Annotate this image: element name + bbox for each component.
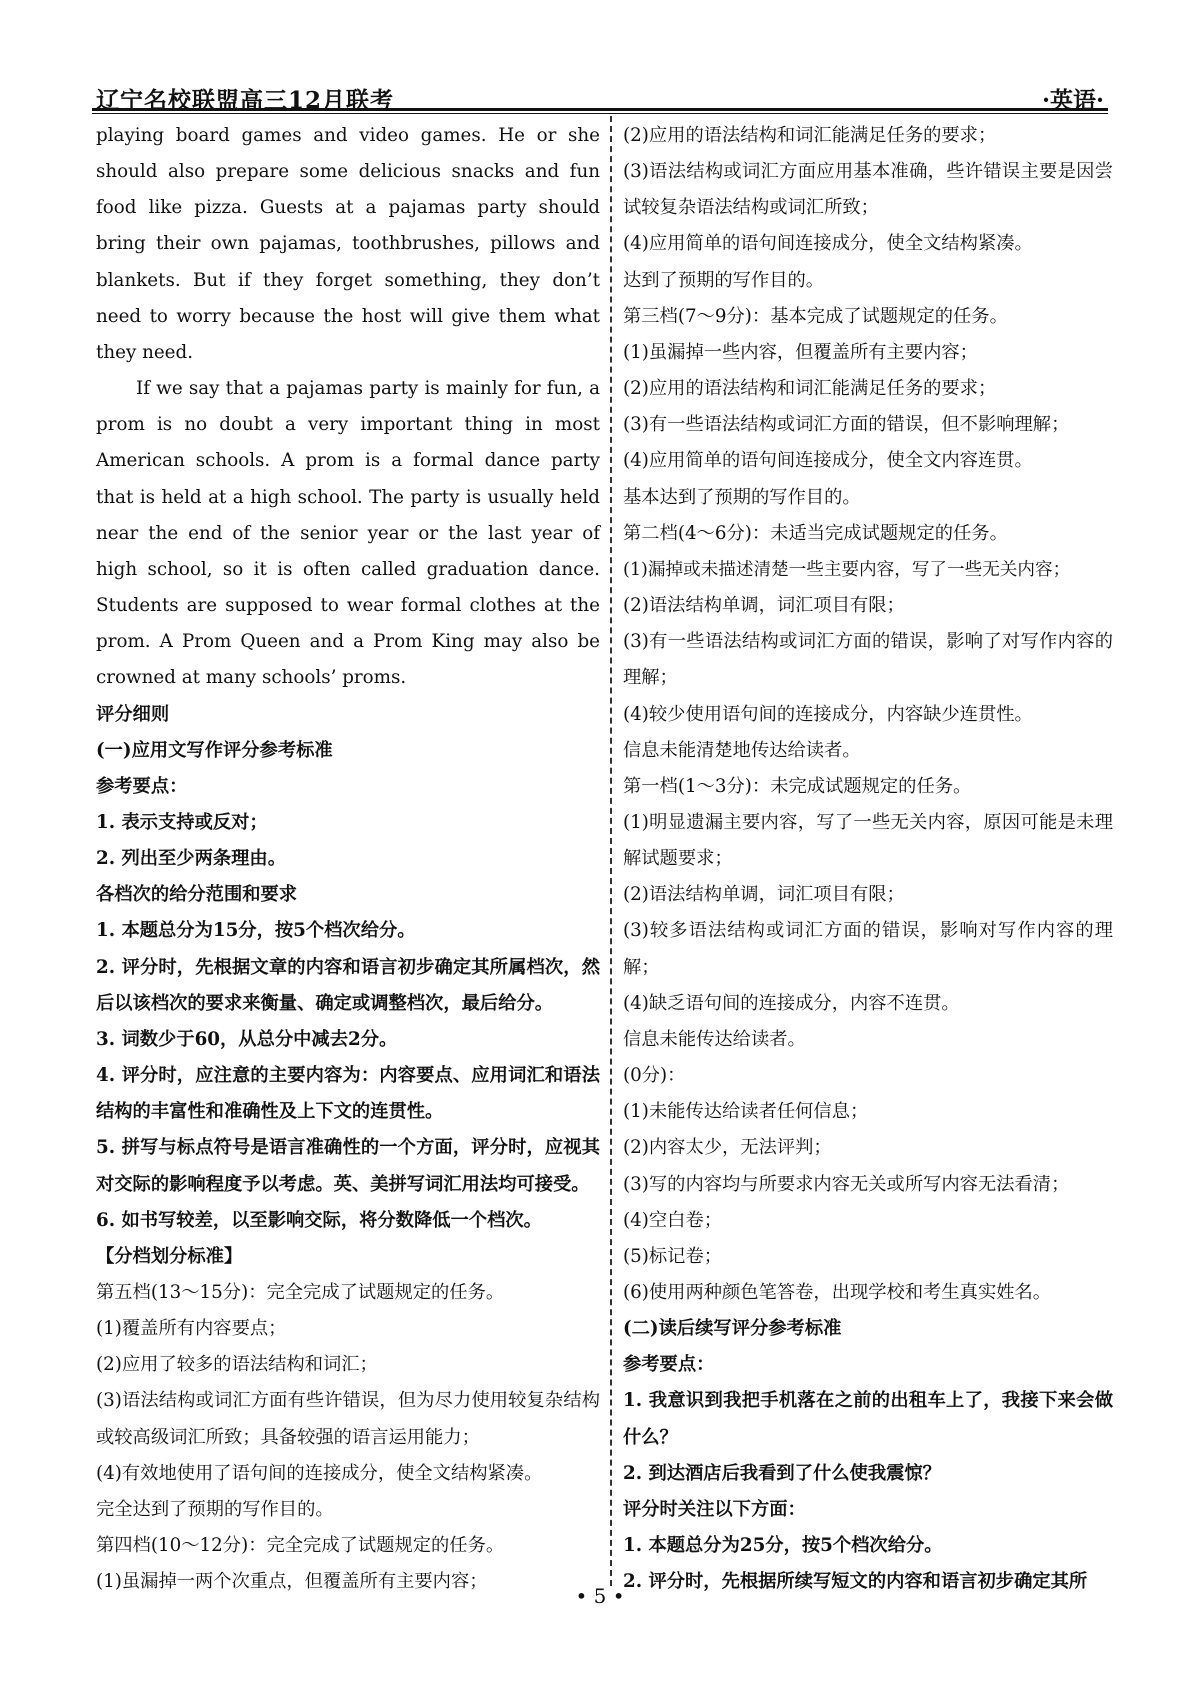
text-paragraph: (3)较多语法结构或词汇方面的错误，影响对写作内容的理解； [623, 920, 1113, 978]
text-line: 各档次的给分范围和要求 [96, 884, 298, 906]
text-line: (3)写的内容均与所要求内容无关或所写内容无法看清； [623, 1173, 1070, 1195]
text-line: 第四档(10～12分)：完全完成了试题规定的任务。 [96, 1535, 505, 1557]
header-rule-thin [92, 113, 1108, 114]
text-line: 2. 列出至少两条理由。 [96, 848, 286, 870]
text-line: 1. 本题总分为15分，按5个档次给分。 [96, 920, 416, 942]
text-line: (2)应用的语法结构和词汇能满足任务的要求； [623, 125, 997, 146]
header-rule-thick [92, 108, 1108, 111]
subsection-heading: (一)应用文写作评分参考标准 [96, 739, 333, 761]
text-line: (4)有效地使用了语句间的连接成分，使全文结构紧凑。 [96, 1462, 543, 1484]
text-paragraph: 1. 我意识到我把手机落在之前的出租车上了，我接下来会做什么？ [623, 1390, 1113, 1448]
right-column [623, 118, 1113, 1600]
text-line: (4)应用简单的语句间连接成分，使全文内容连贯。 [623, 450, 1033, 472]
text-line: 基本达到了预期的写作目的。 [623, 486, 861, 508]
text-line: (5)标记卷； [623, 1245, 723, 1267]
text-paragraph: 4. 评分时，应注意的主要内容为：内容要点、应用词汇和语法结构的丰富性和准确性及上下文的连贯性。 [96, 1065, 600, 1123]
text-line: 参考要点： [623, 1354, 715, 1376]
page-number: • 5 • [575, 1584, 625, 1608]
text-line: 第一档(1～3分)：未完成试题规定的任务。 [623, 775, 972, 797]
text-paragraph: 2. 评分时，先根据文章的内容和语言初步确定其所属档次，然后以该档次的要求来衡量、确定或调整档次，最后给分。 [96, 956, 600, 1014]
text-line: 1. 表示支持或反对； [96, 811, 268, 833]
section-heading: 评分细则 [96, 703, 170, 725]
column-divider [610, 116, 612, 1586]
header-title: 辽宁名校联盟高三12月联考 [96, 87, 395, 114]
header-subject: ·英语· [1041, 87, 1104, 114]
text-line: (2)语法结构单调，词汇项目有限； [623, 595, 905, 617]
text-line: 2. 到达酒店后我看到了什么使我震惊？ [623, 1462, 941, 1484]
text-line: (2)应用了较多的语法结构和词汇； [96, 1354, 378, 1376]
text-line: 评分时关注以下方面： [623, 1498, 806, 1520]
text-line: 完全达到了预期的写作目的。 [96, 1498, 334, 1520]
left-column [96, 118, 600, 1600]
text-line: (1)虽漏掉一些内容，但覆盖所有主要内容； [623, 341, 978, 363]
text-line: (1)漏掉或未描述清楚一些主要内容，写了一些无关内容； [623, 559, 1071, 580]
text-line: (2)内容太少，无法评判； [623, 1137, 832, 1159]
text-line: (3)有一些语法结构或词汇方面的错误，但不影响理解； [623, 414, 1070, 436]
text-line: 第五档(13～15分)：完全完成了试题规定的任务。 [96, 1282, 505, 1303]
text-paragraph: (3)语法结构或词汇方面有些许错误，但为尽力使用较复杂结构或较高级词汇所致；具备较强的语言运用能力； [96, 1390, 600, 1448]
text-paragraph: (3)语法结构或词汇方面应用基本准确，些许错误主要是因尝试较复杂语法结构或词汇所致； [623, 161, 1113, 219]
text-line: 3. 词数少于60，从总分中减去2分。 [96, 1028, 398, 1050]
text-line: (2)应用的语法结构和词汇能满足任务的要求； [623, 378, 997, 400]
text-line: (1)未能传达给读者任何信息； [623, 1101, 869, 1123]
text-line: (2)语法结构单调，词汇项目有限； [623, 884, 905, 906]
text-line: 1. 本题总分为25分，按5个档次给分。 [623, 1535, 943, 1557]
text-line: (4)空白卷； [623, 1209, 723, 1231]
english-paragraph-2: If we say that a pajamas party is mainly for fun, a prom is no doubt a very important thing in most American schools. A prom is a formal dance party that is held at a high school. The party is usually held near the end of the senior year or the last year of high school, so it is often called graduation dance. Students are supposed to wear formal clothes at the prom. A Prom Queen and a Prom King may also be crowned at many schools’ proms. [96, 378, 600, 689]
text-line: 信息未能传达给读者。 [623, 1028, 806, 1050]
text-line: 第二档(4～6分)：未适当完成试题规定的任务。 [623, 522, 1008, 544]
text-line: (4)较少使用语句间的连接成分，内容缺少连贯性。 [623, 703, 1033, 725]
text-paragraph: (3)有一些语法结构或词汇方面的错误，影响了对写作内容的理解； [623, 631, 1113, 689]
text-line: (0分)： [623, 1065, 686, 1087]
text-line: 6. 如书写较差，以至影响交际，将分数降低一个档次。 [96, 1209, 542, 1231]
text-line: (1)虽漏掉一两个次重点，但覆盖所有主要内容； [96, 1571, 488, 1593]
text-line: (1)覆盖所有内容要点； [96, 1318, 287, 1340]
text-line: (4)应用简单的语句间连接成分，使全文结构紧凑。 [623, 233, 1033, 255]
text-line: 信息未能清楚地传达给读者。 [623, 739, 861, 761]
english-paragraph-1: playing board games and video games. He or she should also prepare some delicious snacks and fun food like pizza. Guests at a pajamas party should bring their own pajamas, toothbrushes, pillows and blankets. But if they forget something, they don’t need to worry because the host will give them what they need. [96, 125, 600, 363]
text-line: 达到了预期的写作目的。 [623, 269, 825, 291]
text-paragraph: (1)明显遗漏主要内容，写了一些无关内容，原因可能是未理解试题要求； [623, 811, 1113, 870]
text-line: (4)缺乏语句间的连接成分，内容不连贯。 [623, 992, 960, 1014]
subsection-heading: (二)读后续写评分参考标准 [623, 1318, 842, 1340]
text-line: 【分档划分标准】 [96, 1245, 243, 1267]
text-line: (6)使用两种颜色笔答卷，出现学校和考生真实姓名。 [623, 1282, 1052, 1303]
text-paragraph: 5. 拼写与标点符号是语言准确性的一个方面，评分时，应视其对交际的影响程度予以考虑。英、美拼写词汇用法均可接受。 [96, 1137, 600, 1195]
text-line: 参考要点： [96, 775, 188, 797]
text-line: 2. 评分时，先根据所续写短文的内容和语言初步确定其所 [623, 1571, 1088, 1593]
text-line: 第三档(7～9分)：基本完成了试题规定的任务。 [623, 305, 1008, 327]
